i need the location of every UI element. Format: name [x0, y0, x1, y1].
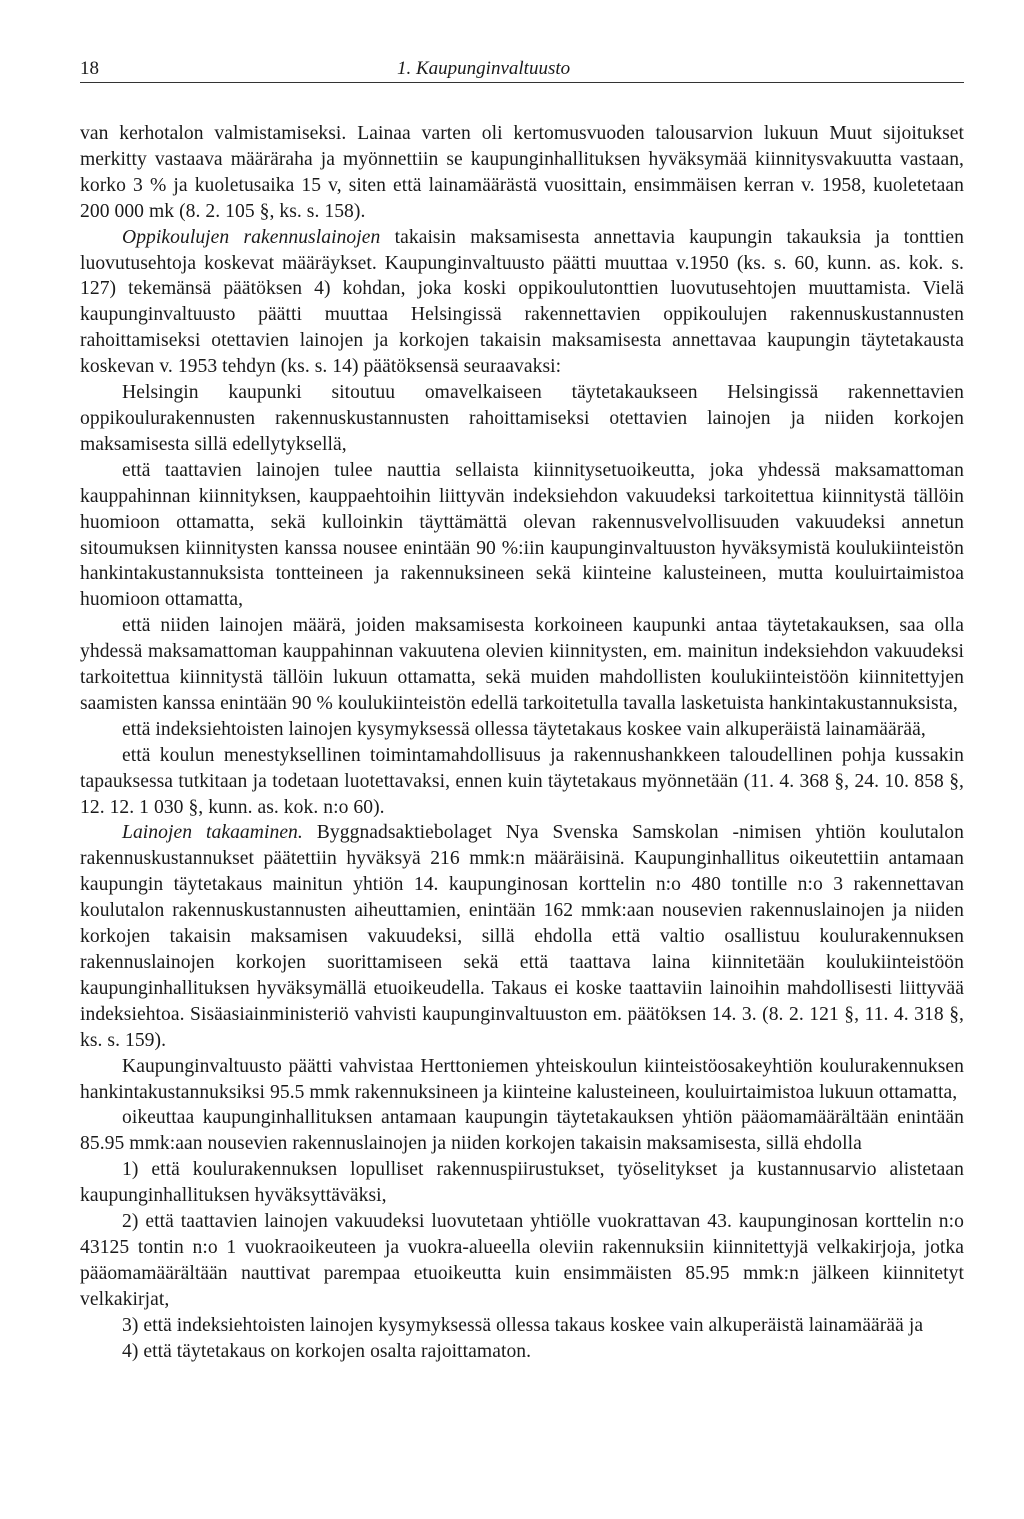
paragraph-7: [80, 820, 964, 1053]
paragraph-1: [80, 225, 964, 380]
paragraph-text: 1) että koulurakennuksen lopulliset rakennuspiirustukset, työselitykset ja kustannusarvio alistetaan kaupunginhallituksen hyväksyttäväksi,: [80, 1159, 964, 1207]
running-title: 1. Kaupunginvaltuusto: [397, 58, 571, 79]
document-page: [80, 52, 964, 1365]
document-body: [80, 121, 964, 1365]
paragraph-text: oikeuttaa kaupunginhallituksen antamaan kaupungin täytetakauksen yhtiön pääomamäärältään enintään 85.95 mmk:aan nousevien rakennuslainojen ja niiden korkojen takaisin maksamisesta, sillä ehdolla: [80, 1107, 964, 1155]
paragraph-8: [80, 1054, 964, 1106]
paragraph-text: että indeksiehtoisten lainojen kysymyksessä ollessa täytetakaus koskee vain alkuperäistä lainamäärää,: [122, 718, 926, 740]
paragraph-text: 2) että taattavien lainojen vakuudeksi luovutetaan yhtiölle vuokrattavan 43. kaupunginosan korttelin n:o 43125 tontin n:o 1 vuokraoikeuteen ja vuokra-alueella oleviin rakennuksiin kiinnitettyjä velkakirjoja, jotka pääomamäärältään nauttivat parempaa etuoikeutta kuin ensimmäisten 85.95 mmk:n jälkeen kiinnitetyt velkakirjat,: [80, 1211, 964, 1310]
paragraph-text: Helsingin kaupunki sitoutuu omavelkaiseen täytetakaukseen Helsingissä rakennettavien oppikoulurakennusten rakennuskustannusten rahoittamiseksi otettavien lainojen ja niiden korkojen maksamisesta sillä edellytyksellä,: [80, 382, 964, 455]
paragraph-lead: Lainojen takaaminen.: [122, 822, 303, 844]
running-header: [80, 52, 964, 83]
paragraph-6: [80, 743, 964, 821]
paragraph-4: [80, 613, 964, 717]
paragraph-text: Kaupunginvaltuusto päätti vahvistaa Herttoniemen yhteiskoulun kiinteistöosakeyhtiön koulurakennuksen hankintakustannuksiksi 95.5 mmk rakennuksineen ja kiinteine kalusteineen, kouluirtaimistoa lukuun ottamatta,: [80, 1055, 964, 1103]
paragraph-0: [80, 121, 964, 225]
paragraph-text: van kerhotalon valmistamiseksi. Lainaa varten oli kertomusvuoden talousarvion lukuun Muut sijoitukset merkitty vastaava määräraha ja myönnettiin se kaupunginhallituksen hyväksymää kiinnitysvakuutta vastaan, korko 3 % ja kuoletusaika 15 v, siten että lainamäärästä vuosittain, ensimmäisen kerran v. 1958, kuoletetaan 200 000 mk (8. 2. 105 §, ks. s. 158).: [80, 123, 964, 222]
paragraph-12: [80, 1313, 964, 1339]
paragraph-text: Byggnadsaktiebolaget Nya Svenska Samskolan -nimisen yhtiön koulutalon rakennuskustannukset päätettiin hyväksyä 216 mmk:n määräisinä. Kaupunginhallitus oikeutettiin antamaan kaupungin täytetakaus mainitun yhtiön 14. kaupunginosan korttelin n:o 480 tontille n:o 3 rakennettavan koulutalon rakennuskustannusten aiheuttamien, enintään 162 mmk:aan nousevien rakennuslainojen ja niiden korkojen takaisin maksamisen vakuudeksi, sillä ehdolla että valtio osallistuu koulurakennuksen rakennuslainojen korkojen suorittamiseen sekä että taattava laina kiinnitetään koulukiinteistöön kaupunginhallituksen hyväksymällä etuoikeudella. Takaus ei koske taattaviin lainoihin mahdollisesti liittyvää indeksiehtoa. Sisäasiainministeriö vahvisti kaupunginvaltuuston em. päätöksen 14. 3. (8. 2. 121 §, 11. 4. 318 §, ks. s. 159).: [80, 822, 964, 1051]
paragraph-2: [80, 380, 964, 458]
paragraph-9: [80, 1105, 964, 1157]
paragraph-10: [80, 1157, 964, 1209]
paragraph-text: takaisin maksamisesta annettavia kaupungin takauksia ja tonttien luovutusehtoja koskevat määräykset. Kaupunginvaltuusto päätti muuttaa v.1950 (ks. s. 60, kunn. as. kok. s. 127) tekemänsä päätöksen 4) kohdan, joka koski oppikoulutonttien luovutusehtojen muuttamista. Vielä kaupunginvaltuusto päätti muuttaa Helsingissä rakennettavien oppikoulujen rakennuskustannusten rahoittamiseksi otettavien lainojen ja korkojen takaisin maksamisesta annettavaa kaupungin täytetakausta koskevan v. 1953 tehdyn (ks. s. 14) päätöksensä seuraavaksi:: [80, 226, 964, 378]
paragraph-text: että niiden lainojen määrä, joiden maksamisesta korkoineen kaupunki antaa täytetakauksen, saa olla yhdessä maksamattoman kauppahinnan vakuutena olevien kiinnitysten, em. mainitun indeksiehdon vakuudeksi tarkoitettua kiinnitystä tällöin lukuun ottamatta, sekä muiden mahdollisten koulukiinteistöön kiinnitettyjen saamisten kanssa enintään 90 % koulukiinteistön edellä tarkoitetulla tavalla lasketuista hankintakustannuksista,: [80, 615, 964, 714]
paragraph-lead: Oppikoulujen rakennuslainojen: [122, 226, 381, 248]
page-number: 18: [80, 58, 99, 79]
paragraph-13: [80, 1339, 964, 1365]
paragraph-5: [80, 717, 964, 743]
paragraph-text: että taattavien lainojen tulee nauttia sellaista kiinnitysetuoikeutta, joka yhdessä maksamattoman kauppahinnan kiinnityksen, kauppaehtoihin liittyvän indeksiehdon vakuudeksi tarkoitettua kiinnitystä tällöin huomioon ottamatta, sekä kulloinkin täyttämättä olevan rakennusvelvollisuuden vakuudeksi annetun sitoumuksen kiinnitysten kanssa nousee enintään 90 %:iin kaupunginvaltuuston hyväksymistä koulukiinteistön hankintakustannuksista tontteineen ja rakennuksineen sekä kiinteine kalusteineen, mutta kouluirtaimistoa huomioon ottamatta,: [80, 459, 964, 611]
paragraph-text: että koulun menestyksellinen toimintamahdollisuus ja rakennushankkeen taloudellinen pohja kussakin tapauksessa tutkitaan ja todetaan luotettavaksi, ennen kuin täytetakaus myönnetään (11. 4. 368 §, 24. 10. 858 §, 12. 12. 1 030 §, kunn. as. kok. n:o 60).: [80, 744, 964, 818]
paragraph-text: 4) että täytetakaus on korkojen osalta rajoittamaton.: [122, 1340, 532, 1362]
paragraph-3: [80, 458, 964, 613]
paragraph-11: [80, 1209, 964, 1313]
paragraph-text: 3) että indeksiehtoisten lainojen kysymyksessä ollessa takaus koskee vain alkuperäistä lainamäärää ja: [122, 1314, 924, 1336]
